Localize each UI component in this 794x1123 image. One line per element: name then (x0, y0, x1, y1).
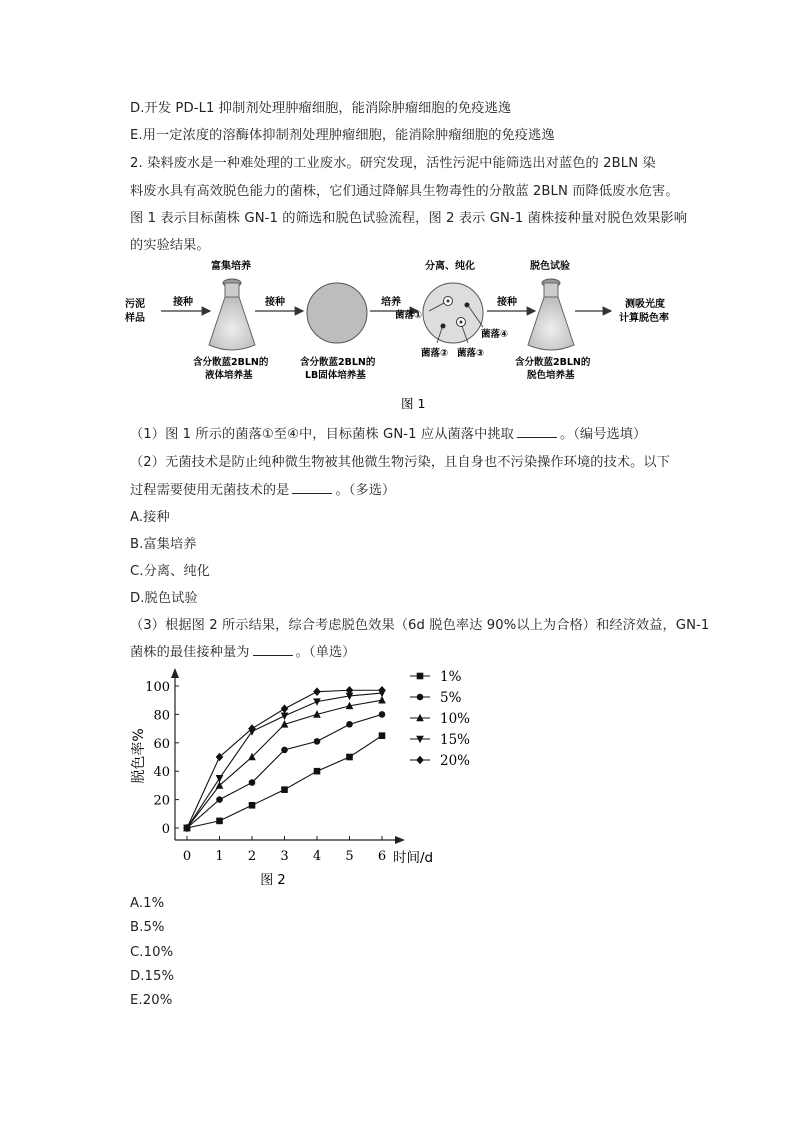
data-point-5% (379, 711, 386, 718)
q2-option-c[interactable]: C.分离、纯化 (130, 564, 211, 579)
colony-2-label: 菌落② (421, 348, 449, 359)
figure-1-flowchart (125, 255, 685, 415)
option-d-prev: D.开发 PD-L1 抑制剂处理肿瘤细胞，能消除肿瘤细胞的免疫逃逸 (130, 101, 512, 116)
colony-4-label: 菌落④ (481, 329, 509, 340)
data-point-1% (249, 802, 256, 809)
data-point-1% (346, 754, 353, 761)
data-point-20% (281, 704, 289, 713)
x-axis-arrow (395, 836, 405, 844)
question-3-suffix: 。（单选） (295, 645, 356, 660)
question-1-text: （1）图 1 所示的菌落①至④中，目标菌株 GN-1 应从菌落中挑取 (130, 427, 514, 442)
legend-marker-5% (417, 694, 424, 701)
q3-option-d[interactable]: D.15% (130, 969, 175, 984)
question-1-suffix: 。（编号选填） (559, 427, 647, 442)
y-tick-label: 20 (153, 793, 170, 809)
x-axis-label: 时间/d (393, 850, 434, 866)
option-e-prev: E.用一定浓度的溶酶体抑制剂处理肿瘤细胞，能消除肿瘤细胞的免疫逃逸 (130, 128, 555, 143)
figure-1-caption: 图 1 (401, 396, 426, 411)
x-tick-label: 3 (280, 849, 289, 864)
question-2-stem-1: 2. 染料废水是一种难处理的工业废水。研究发现，活性污泥中能筛选出对蓝色的 2BLN 染 (130, 156, 656, 171)
end-label-1: 测吸光度 (625, 299, 665, 310)
q3-option-b[interactable]: B.5% (130, 920, 165, 935)
question-3-line-2 (130, 641, 355, 660)
plate-1-bottom-2: LB固体培养基 (305, 370, 366, 381)
series-line-5% (187, 714, 382, 828)
question-2-stem-3: 图 1 表示目标菌株 GN-1 的筛选和脱色试验流程，图 2 表示 GN-1 菌株接种量对脱色效果影响 (130, 211, 688, 226)
legend-label-15%: 15% (440, 732, 471, 748)
flask-2 (528, 279, 574, 350)
q2-option-b[interactable]: B.富集培养 (130, 537, 197, 552)
flask-2-bottom-2: 脱色培养基 (527, 370, 575, 381)
data-point-5% (216, 796, 223, 803)
colony-2 (441, 324, 446, 329)
question-3-text: 菌株的最佳接种量为 (130, 645, 250, 660)
flask-1-bottom-1: 含分散蓝2BLN的 (193, 357, 269, 368)
data-point-15% (313, 698, 321, 706)
legend-label-5%: 5% (440, 690, 462, 706)
data-point-5% (281, 747, 288, 754)
y-axis-label: 脱色率% (131, 728, 147, 784)
arrow-4-label: 接种 (497, 297, 517, 308)
sludge-label-1: 污泥 (125, 299, 145, 310)
flask-2-top-label: 脱色试验 (530, 261, 570, 272)
flask-1-bottom-2: 液体培养基 (205, 370, 253, 381)
arrow-3-label: 培养 (381, 297, 401, 308)
question-2-text: 过程需要使用无菌技术的是 (130, 483, 290, 498)
data-point-1% (216, 818, 223, 825)
question-3-line-1: （3）根据图 2 所示结果，综合考虑脱色效果（6d 脱色率达 90%以上为合格）和经济效益，GN-1 (130, 618, 710, 633)
data-point-1% (379, 732, 386, 739)
x-tick-label: 2 (247, 849, 257, 864)
figure-2-chart (125, 660, 485, 890)
y-tick-label: 60 (153, 736, 170, 752)
data-point-5% (314, 738, 321, 745)
colony-3-label: 菌落③ (457, 348, 485, 359)
legend-label-1%: 1% (440, 669, 462, 685)
y-tick-label: 0 (161, 822, 170, 837)
data-point-15% (281, 713, 289, 721)
legend-label-20%: 20% (440, 753, 471, 769)
y-axis-arrow (171, 668, 179, 678)
data-point-1% (314, 768, 321, 775)
end-label-2: 计算脱色率 (619, 313, 669, 324)
question-2-line-2 (130, 479, 395, 498)
legend-marker-1% (417, 673, 424, 680)
plate-2-top-label: 分离、纯化 (425, 261, 475, 272)
x-tick-label: 5 (345, 849, 354, 864)
colony-1 (444, 297, 453, 306)
y-tick-label: 100 (145, 680, 170, 695)
x-tick-label: 6 (377, 849, 387, 864)
data-point-5% (346, 721, 353, 728)
separation-plate (423, 283, 483, 343)
x-tick-label: 4 (312, 849, 322, 864)
x-tick-label: 0 (182, 849, 192, 864)
q2-option-a[interactable]: A.接种 (130, 510, 170, 525)
legend-marker-20% (416, 756, 424, 765)
x-tick-label: 1 (215, 849, 224, 864)
plate-1-bottom-1: 含分散蓝2BLN的 (300, 357, 376, 368)
flask-1 (209, 279, 255, 350)
q3-option-c[interactable]: C.10% (130, 945, 174, 960)
arrow-1-label: 接种 (173, 297, 193, 308)
question-2-line-1: （2）无菌技术是防止纯种微生物被其他微生物污染，且自身也不污染操作环境的技术。以下 (130, 455, 670, 470)
answer-blank-2[interactable] (292, 481, 332, 494)
arrow-2-label: 接种 (265, 297, 285, 308)
q3-option-a[interactable]: A.1% (130, 896, 165, 911)
question-2-stem-2: 料废水具有高效脱色能力的菌株，它们通过降解具生物毒性的分散蓝 2BLN 而降低废水危害。 (130, 184, 679, 199)
colony-1-label: 菌落① (395, 310, 423, 321)
data-point-1% (281, 786, 288, 793)
question-2-suffix: 。（多选） (335, 483, 396, 498)
q3-option-e[interactable]: E.20% (130, 993, 173, 1008)
question-1 (130, 423, 646, 442)
flask-2-bottom-1: 含分散蓝2BLN的 (515, 357, 591, 368)
y-tick-label: 40 (153, 765, 170, 781)
data-point-5% (249, 779, 256, 786)
q2-option-d[interactable]: D.脱色试验 (130, 591, 198, 606)
flask-1-top-label: 富集培养 (211, 261, 251, 272)
y-tick-label: 80 (153, 708, 170, 724)
answer-blank-1[interactable] (517, 425, 557, 438)
colony-4 (465, 303, 470, 308)
sludge-label-2: 样品 (125, 313, 145, 324)
legend-label-10%: 10% (440, 711, 471, 727)
question-2-stem-4: 的实验结果。 (130, 238, 210, 253)
lb-plate (307, 283, 367, 343)
data-point-20% (313, 687, 321, 696)
colony-3 (457, 318, 466, 327)
figure-2-caption: 图 2 (260, 873, 286, 888)
answer-blank-3[interactable] (253, 643, 293, 656)
